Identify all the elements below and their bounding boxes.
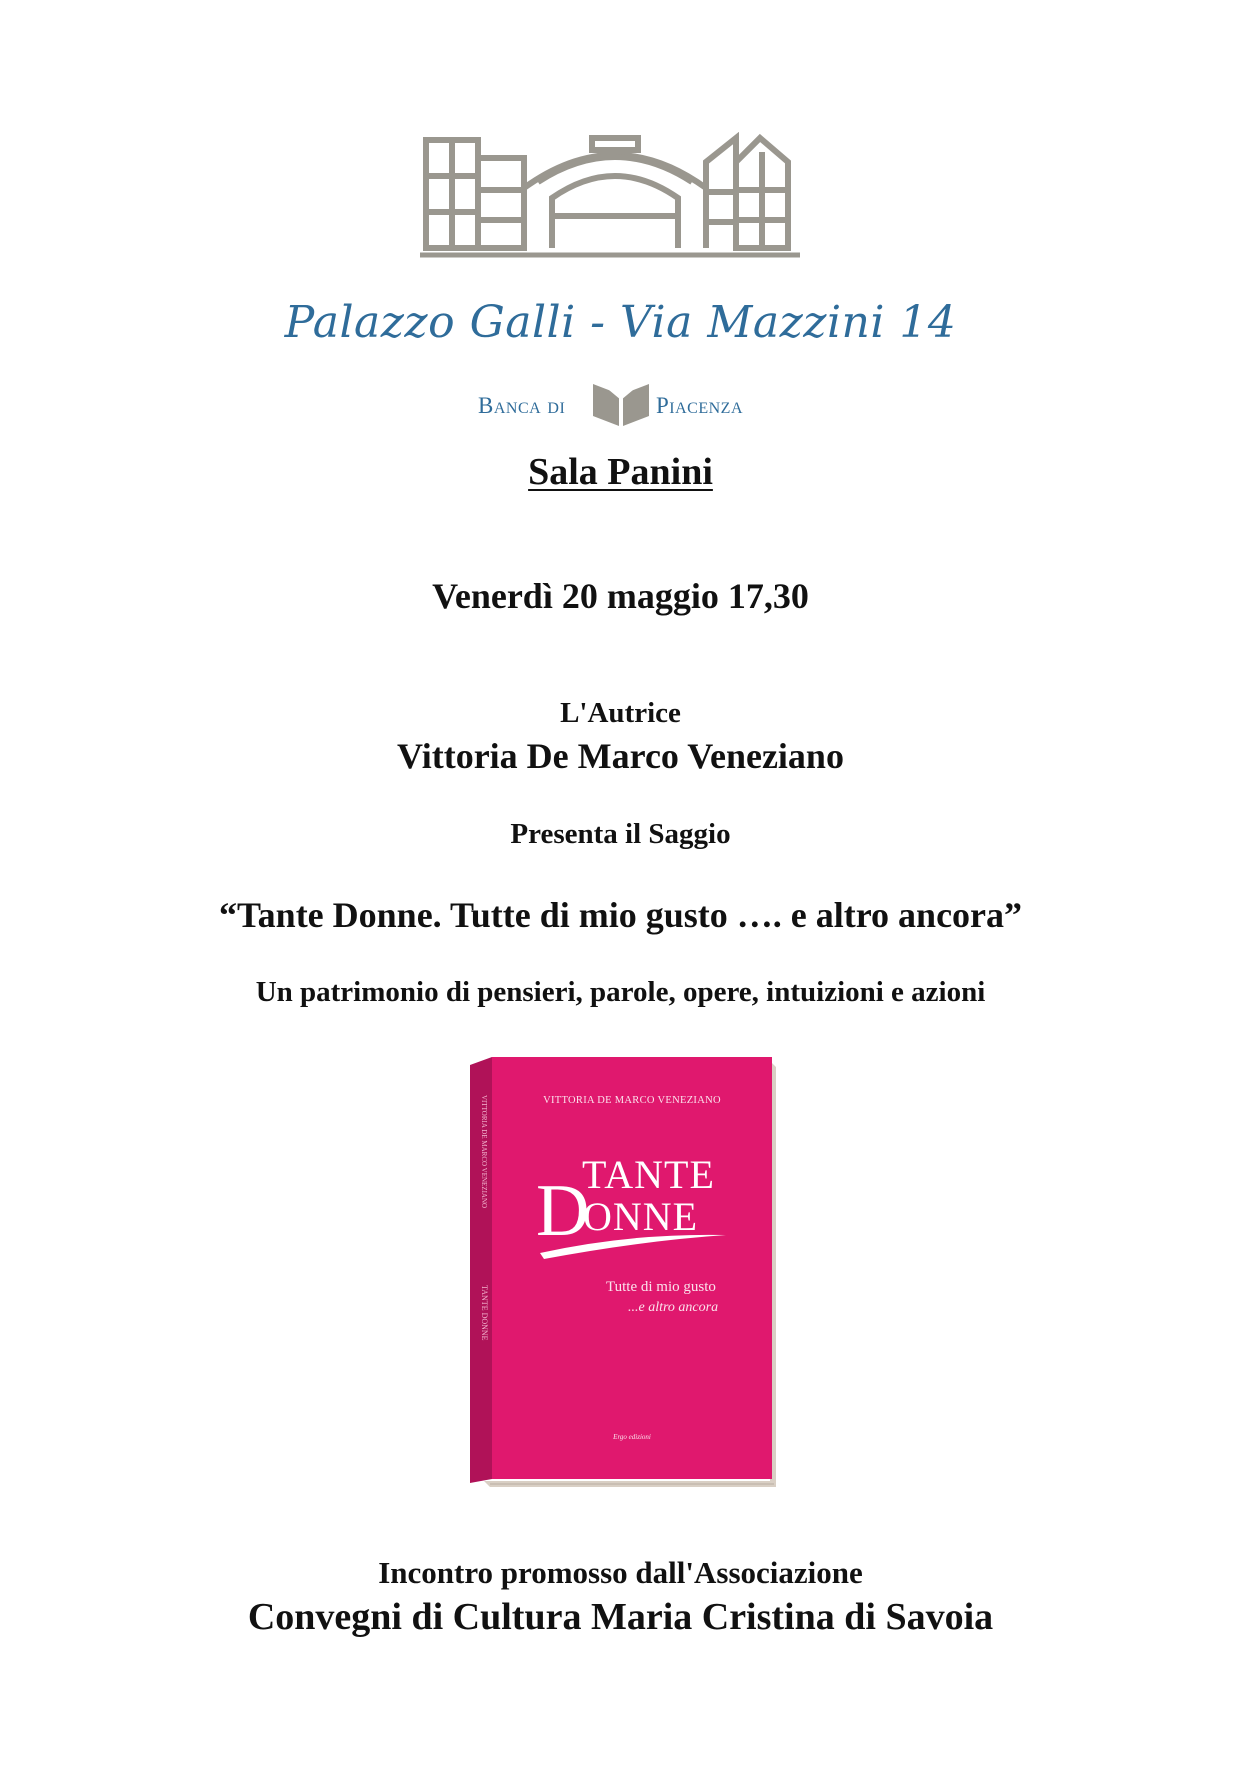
book-subtitle: Un patrimonio di pensieri, parole, opere, intuizioni e azioni	[255, 976, 986, 1008]
footer-association-name: Convegni di Cultura Maria Cristina di Savoia	[247, 1596, 994, 1638]
hall-title: Sala Panini	[528, 451, 713, 493]
presents-line: Presenta il Saggio	[510, 818, 731, 850]
palazzo-galli-logo	[420, 132, 810, 282]
cover-tagline-2: ...e altro ancora	[628, 1300, 719, 1315]
cover-title-initial: D	[536, 1170, 590, 1252]
footer-promoter-label: Incontro promosso dall'Associazione	[378, 1555, 863, 1590]
spine-author: VITTORIA DE MARCO VENEZIANO	[480, 1095, 488, 1209]
spine-title: TANTE DONNE	[480, 1285, 489, 1341]
cover-title-line1: TANTE	[582, 1152, 715, 1197]
author-name: Vittoria De Marco Veneziano	[397, 736, 844, 776]
author-label: L'Autrice	[560, 697, 681, 729]
cover-tagline-1: Tutte di mio gusto	[606, 1279, 716, 1295]
bank-name-left: Banca di	[478, 393, 566, 418]
bank-name-right: Piacenza	[656, 393, 744, 418]
event-datetime: Venerdì 20 maggio 17,30	[432, 576, 809, 616]
cover-title-line2: ONNE	[583, 1194, 699, 1239]
book-cover-image	[470, 1055, 778, 1487]
cover-author: VITTORIA DE MARCO VENEZIANO	[543, 1095, 721, 1106]
venue-address: Palazzo Galli - Via Mazzini 14	[284, 297, 957, 348]
book-title: “Tante Donne. Tutte di mio gusto …. e altro ancora”	[218, 895, 1023, 935]
cover-publisher: Ergo edizioni	[613, 1433, 651, 1441]
bank-bookmark-icon	[591, 380, 651, 430]
